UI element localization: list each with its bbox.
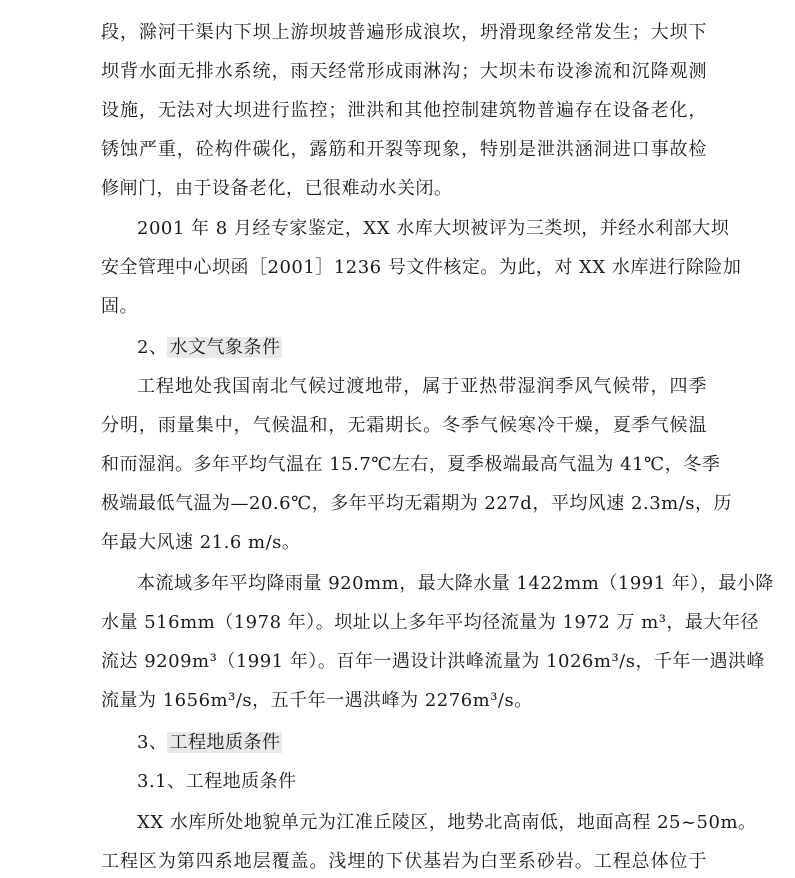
- section-heading-3: [137, 730, 707, 756]
- paragraph-5-line: 工程区为第四系地层覆盖。浅埋的下伏基岩为白垩系砂岩。工程总体位于: [101, 851, 707, 872]
- paragraph-1-line: 段，滁河干渠内下坝上游坝坡普遍形成浪坎，坍滑现象经常发生；大坝下: [101, 22, 707, 43]
- paragraph-1-line: 锈蚀严重，砼构件碳化，露筋和开裂等现象，特别是泄洪涵洞进口事故检: [101, 139, 707, 160]
- section-heading-2: [137, 335, 707, 361]
- paragraph-3-line: 工程地处我国南北气候过渡地带，属于亚热带湿润季风气候带，四季: [137, 376, 707, 397]
- paragraph-3-line: 极端最低气温为—20.6℃，多年平均无霜期为 227d，平均风速 2.3m/s，历: [101, 493, 733, 514]
- paragraph-2-line: 2001 年 8 月经专家鉴定，XX 水库大坝被评为三类坝，并经水利部大坝: [137, 218, 730, 239]
- paragraph-1-line: 坝背水面无排水系统，雨天经常形成雨淋沟；大坝未布设渗流和沉降观测: [101, 61, 707, 82]
- paragraph-3-line: 年最大风速 21.6 m/s。: [101, 532, 301, 553]
- paragraph-1-line: 修闸门，由于设备老化，已很难动水关闭。: [101, 178, 453, 199]
- paragraph-4-line: 流达 9209m³（1991 年）。百年一遇设计洪峰流量为 1026m³/s，千年一遇洪峰: [101, 651, 765, 672]
- paragraph-2-line: 安全管理中心坝函［2001］1236 号文件核定。为此，对 XX 水库进行除险加: [101, 257, 742, 278]
- paragraph-1-line: 设施，无法对大坝进行监控；泄洪和其他控制建筑物普遍存在设备老化，: [101, 100, 707, 121]
- paragraph-4-line: 本流域多年平均降雨量 920mm，最大降水量 1422mm（1991 年），最小降: [137, 573, 774, 594]
- paragraph-4-line: 水量 516mm（1978 年）。坝址以上多年平均径流量为 1972 万 m³，最大年径: [101, 612, 760, 633]
- paragraph-3-line: 分明，雨量集中，气候温和，无霜期长。冬季气候寒冷干燥，夏季气候温: [101, 415, 707, 436]
- section-number: 3、: [137, 732, 168, 753]
- section-title: 工程地质条件: [169, 732, 281, 753]
- cut-off-line: [101, 0, 707, 12]
- paragraph-4-line: 流量为 1656m³/s，五千年一遇洪峰为 2276m³/s。: [101, 690, 533, 711]
- section-title: 水文气象条件: [169, 337, 281, 358]
- paragraph-3-line: 和而湿润。多年平均气温在 15.7℃左右，夏季极端最高气温为 41℃，冬季: [101, 454, 721, 475]
- section-heading-3-1: 3.1、工程地质条件: [137, 771, 297, 792]
- paragraph-5-line: XX 水库所处地貌单元为江准丘陵区，地势北高南低，地面高程 25~50m。: [137, 812, 757, 833]
- section-number: 2、: [137, 337, 168, 358]
- paragraph-2-line: 固。: [101, 296, 138, 317]
